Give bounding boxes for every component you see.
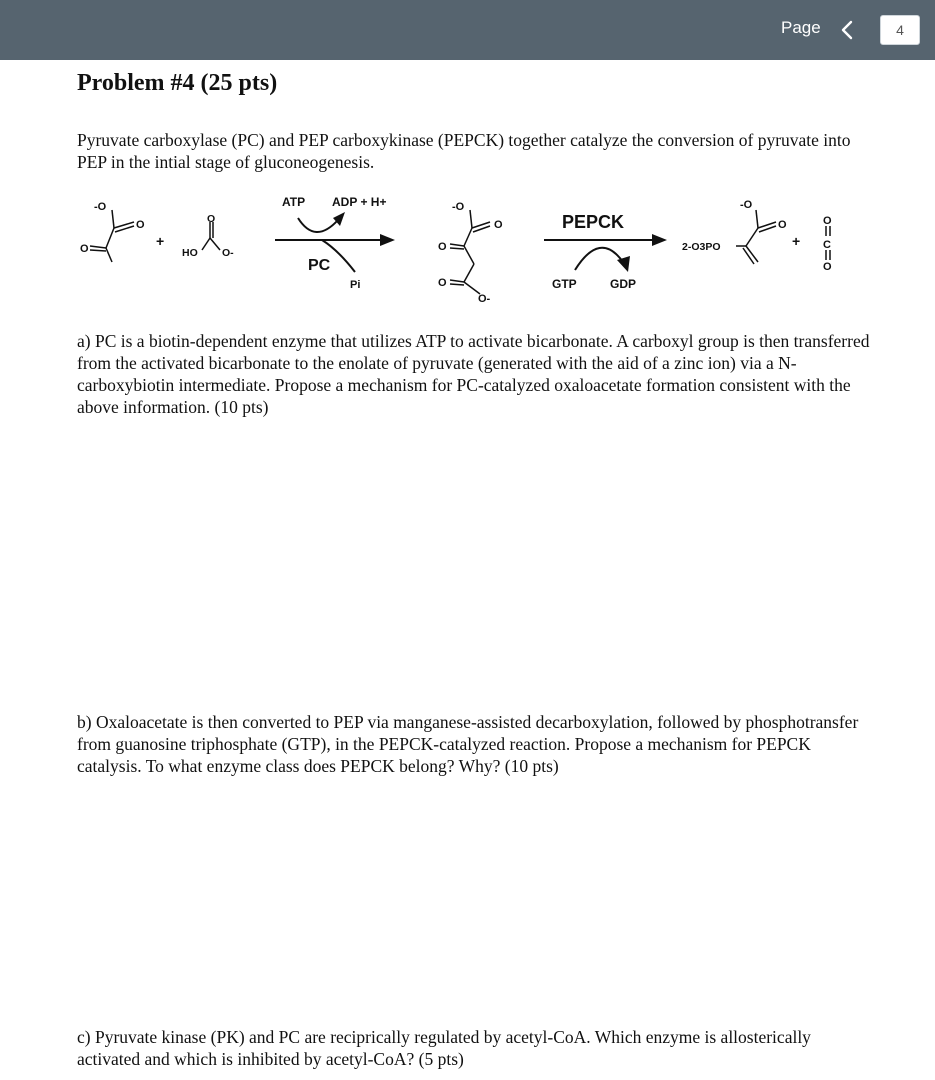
bicarbonate-ho: HO xyxy=(182,247,198,259)
question-a: a) PC is a biotin-dependent enzyme that utilizes ATP to activate bicarbonate. A carboxyl group is then transferred from the activated bicarbonate to the enolate of pyruvate (generated with the aid of a zinc ion) via a N-carboxybiotin intermediate. Propose a mechanism for PC-catalyzed oxaloacetate formation consistent with the above information. (10 pts) xyxy=(77,331,870,417)
bicarbonate-o-minus: O- xyxy=(222,247,234,259)
top-toolbar xyxy=(0,0,935,60)
pepck-arrow xyxy=(544,240,652,270)
pyruvate-structure xyxy=(90,210,134,262)
reaction-scheme xyxy=(70,190,870,310)
plus-1: + xyxy=(156,233,165,249)
co2-o-bottom: O xyxy=(823,261,832,273)
oaa-o3: O xyxy=(438,277,447,289)
pi-label: Pi xyxy=(350,279,361,291)
pyruvate-o2: O xyxy=(80,243,89,255)
co2-c: C xyxy=(823,239,831,251)
pep-o: O xyxy=(778,219,787,231)
oxaloacetate-structure xyxy=(450,210,490,294)
oaa-o-minus: -O xyxy=(452,201,465,213)
adp-label: ADP + H+ xyxy=(332,195,387,209)
pc-label: PC xyxy=(308,257,331,274)
pep-o-minus: -O xyxy=(740,199,753,211)
pyruvate-o: O xyxy=(136,219,145,231)
pep-structure xyxy=(736,210,776,264)
chevron-left-icon[interactable] xyxy=(836,18,858,42)
co2-o-top: O xyxy=(823,215,832,227)
bicarbonate-o: O xyxy=(207,213,216,225)
gtp-label: GTP xyxy=(552,277,577,291)
oaa-o: O xyxy=(494,219,503,231)
question-c: c) Pyruvate kinase (PK) and PC are reciprically regulated by acetyl-CoA. Which enzyme is allosterically activated and which is inhibited by acetyl-CoA? (5 pts) xyxy=(77,1027,811,1069)
gdp-label: GDP xyxy=(610,277,637,291)
pep-phosphate: 2-O3PO xyxy=(682,241,721,253)
bicarbonate-structure xyxy=(202,222,220,250)
oaa-o-minus-2: O- xyxy=(478,293,491,305)
atp-label: ATP xyxy=(282,195,306,209)
page-label: Page xyxy=(781,18,821,37)
intro-paragraph: Pyruvate carboxylase (PC) and PEP carboxykinase (PEPCK) together catalyze the conversion of pyruvate into PEP in the intial stage of gluconeogenesis. xyxy=(77,130,851,172)
pepck-label: PEPCK xyxy=(562,212,625,232)
oaa-o2: O xyxy=(438,241,447,253)
page-number-input[interactable]: 4 xyxy=(880,15,920,45)
problem-title: Problem #4 (25 pts) xyxy=(77,70,278,96)
question-b: b) Oxaloacetate is then converted to PEP via manganese-assisted decarboxylation, followed by phosphotransfer from guanosine triphosphate (GTP), in the PEPCK-catalyzed reaction. Propose a mechanism for PEPCK catalysis. To what enzyme class does PEPCK belong? Why? (10 pts) xyxy=(77,712,859,776)
pyruvate-o-minus: -O xyxy=(94,201,107,213)
plus-2: + xyxy=(792,233,801,249)
